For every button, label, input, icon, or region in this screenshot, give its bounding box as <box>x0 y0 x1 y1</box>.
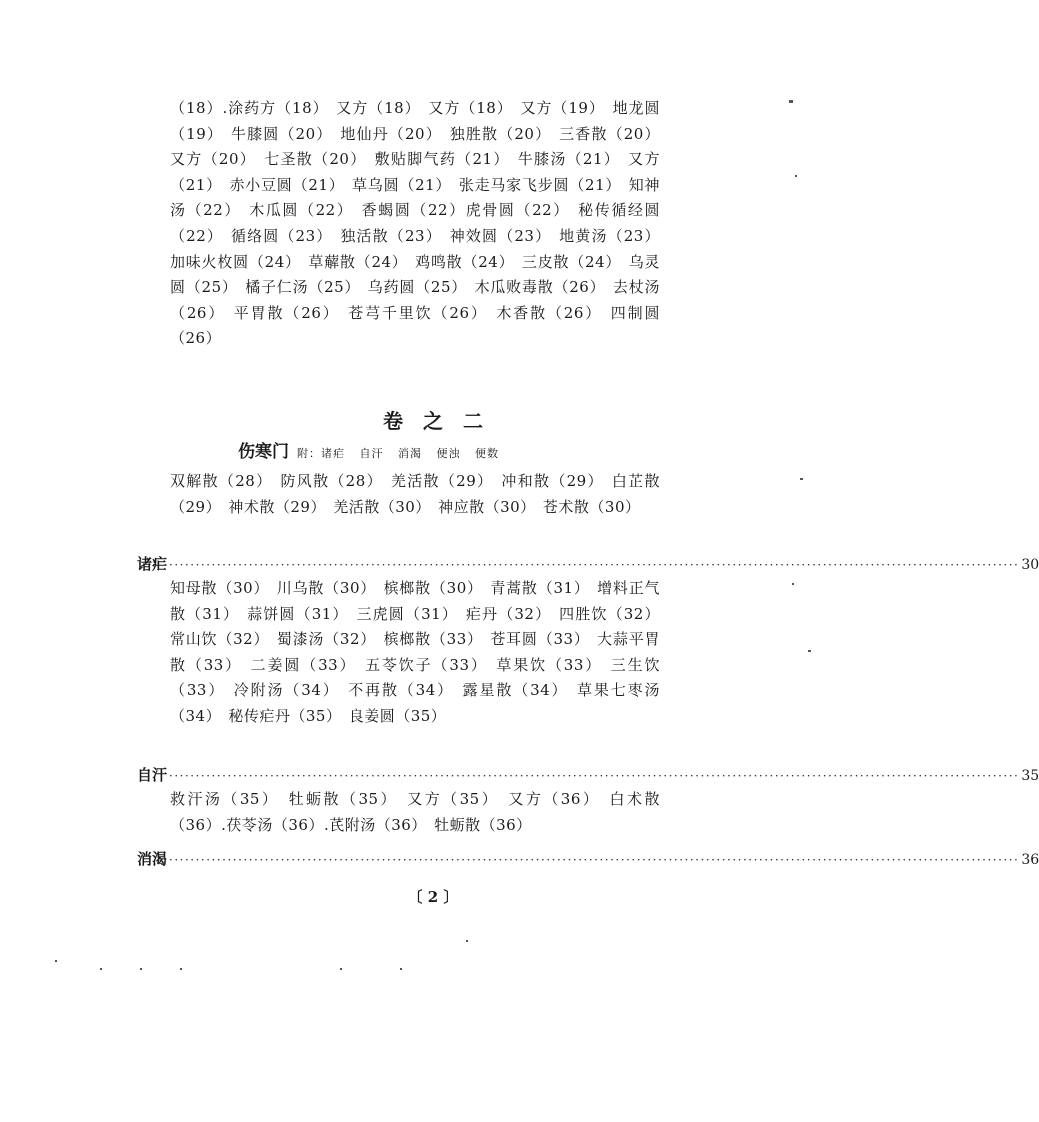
category-title: 伤寒门 <box>238 442 289 462</box>
chapter-title: 卷之二 <box>383 409 503 433</box>
category-heading <box>238 437 499 462</box>
toc-entry-zihan <box>137 764 1039 787</box>
formula-list-previous-section: （18）.涂药方（18） 又方（18） 又方（18） 又方（19） 地龙圆（19） 牛膝圆（20） 地仙丹（20） 独胜散（20） 三香散（20） 又方（20） 七圣散（20） 敷贴脚气药（21） 牛膝汤（21） 又方（21） 赤小豆圆（21） 草乌圆（21） 张走马家飞步圆（21） 知神汤（22） 木瓜圆（22） 香蝎圆（22）虎骨圆（22） 秘传循经圆（22） 循络圆（23） 独活散（23） 神效圆（23） 地黄汤（23） 加味火枚圆（24） 草薢散（24） 鸡鸣散（24） 三皮散（24） 乌灵圆（25） 橘子仁汤（25） 乌药圆（25） 木瓜败毒散（26） 去杖汤（26） 平胃散（26） 苍芎千里饮（26） 木香散（26） 四制圆（26） <box>170 99 660 348</box>
formula-list-zhunue: 知母散（30） 川乌散（30） 槟榔散（30） 青蒿散（31） 增料正气散（31） 蒜饼圆（31） 三虎圆（31） 疟丹（32） 四胜饮（32） 常山饮（32） 蜀漆汤（32） 槟榔散（33） 苍耳圆（33） 大蒜平胃散（33） 二姜圆（33） 五苓饮子（33） 草果饮（33） 三生饮（33） 冷附汤（34） 不再散（34） 露星散（34） 草果七枣汤（34） 秘传疟丹（35） 良姜圆（35） <box>170 579 660 725</box>
formula-list-shanghan: 双解散（28） 防风散（28） 羌活散（29） 冲和散（29） 白芷散（29） 神术散（29） 羌活散（30） 神应散（30） 苍术散（30） <box>170 472 660 516</box>
scan-speck <box>789 100 793 103</box>
toc-entry-page: 36 <box>1021 852 1039 868</box>
toc-leader-dots: ································································································································································ <box>169 769 1020 783</box>
toc-entry-title: 消渴 <box>137 850 168 868</box>
page-number: 〔 2 〕 <box>407 888 459 906</box>
scan-speck <box>100 968 102 970</box>
scan-speck <box>808 650 811 652</box>
scan-speck <box>792 583 794 585</box>
toc-entry-page: 30 <box>1021 557 1039 573</box>
toc-entry-title: 诸疟 <box>137 555 168 573</box>
scan-speck <box>340 968 342 970</box>
toc-entry-page: 35 <box>1021 768 1039 784</box>
scan-speck <box>55 960 57 962</box>
toc-entry-zhunue <box>137 553 1039 576</box>
scan-speck <box>800 478 803 480</box>
scan-speck <box>140 968 142 970</box>
toc-leader-dots: ································································································································································ <box>169 558 1020 572</box>
formula-list-zihan: 救汗汤（35） 牡蛎散（35） 又方（35） 又方（36） 白术散（36）.茯苓汤（36）.芪附汤（36） 牡蛎散（36） <box>170 790 660 834</box>
scan-speck <box>795 175 797 177</box>
toc-entry-xiaoke <box>137 848 1039 871</box>
toc-leader-dots: ································································································································································ <box>169 853 1020 867</box>
toc-entry-title: 自汗 <box>137 766 168 784</box>
scan-speck <box>400 968 402 970</box>
scan-speck <box>466 940 468 942</box>
category-appendix: 附：诸疟 自汗 消渴 便浊 便数 <box>297 447 499 460</box>
scan-speck <box>180 968 182 970</box>
